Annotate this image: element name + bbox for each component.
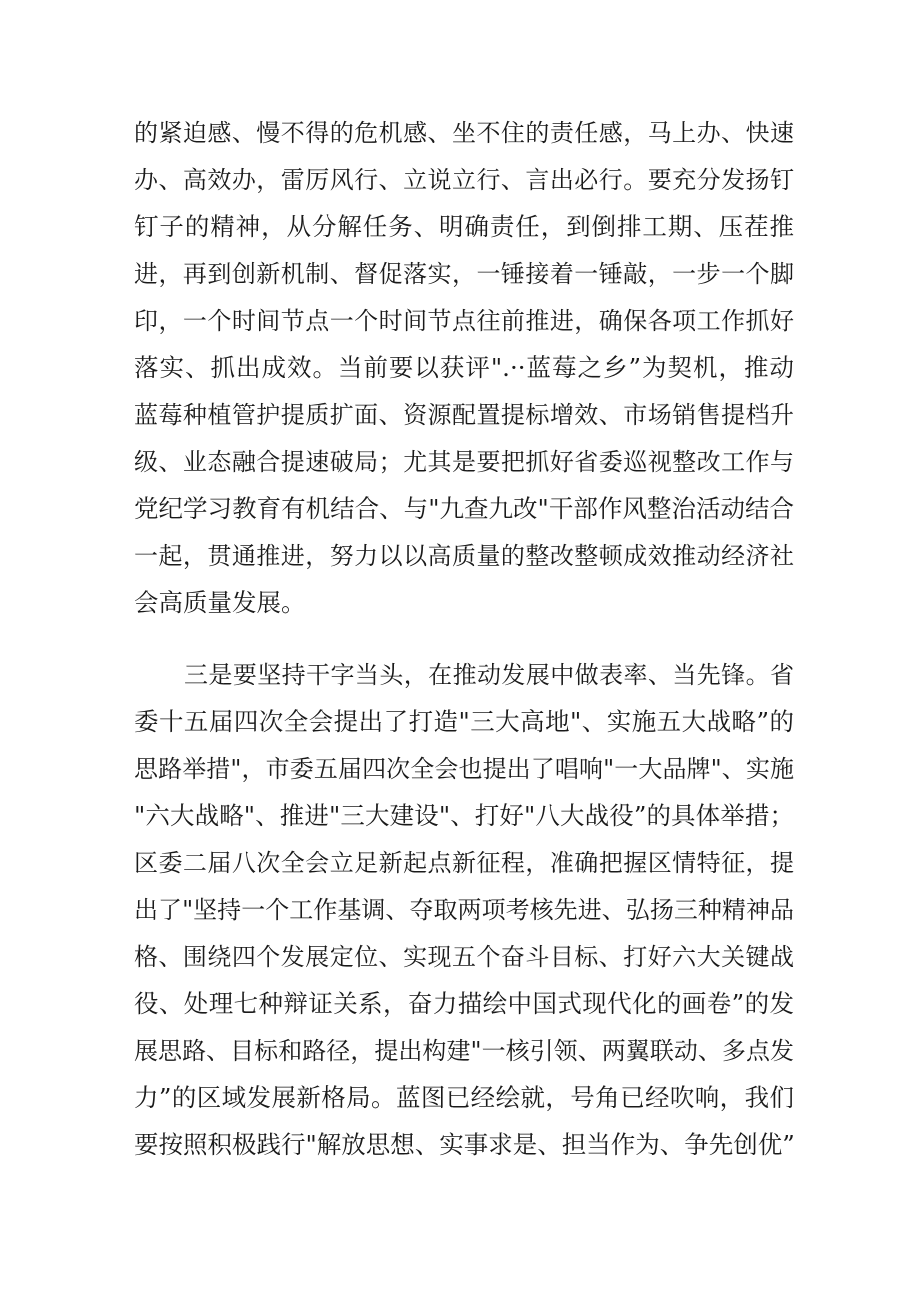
paragraph-2-line: 要按照积极践行"解放思想、实事求是、担当作为、争先创优” — [134, 1130, 795, 1159]
paragraph-1-line: 会高质量发展。 — [134, 588, 306, 617]
paragraph-1-line: 进，再到创新机制、督促落实，一锤接着一锤敲，一步一个脚 — [134, 260, 794, 288]
paragraph-1-line: 办、高效办，雷厉风行、立说立行、言出必行。要充分发扬钉 — [134, 166, 794, 194]
paragraph-2-line: 格、围绕四个发展定位、实现五个奋斗目标、打好六大关键战 — [134, 943, 794, 971]
paragraph-2-line: 展思路、目标和路径，提出构建"一核引领、两翼联动、多点发 — [134, 1037, 794, 1065]
paragraph-2-line: 区委二届八次全会立足新起点新征程，准确把握区情特征，提 — [134, 849, 794, 877]
paragraph-1-line: 的紧迫感、慢不得的危机感、坐不住的责任感，马上办、快速 — [134, 119, 794, 147]
paragraph-1-line: 党纪学习教育有机结合、与"九查九改"干部作风整治活动结合 — [134, 494, 794, 523]
paragraph-1-line: 印，一个时间节点一个时间节点往前推进，确保各项工作抓好 — [134, 307, 794, 335]
paragraph-2-line: 役、处理七种辩证关系，奋力描绘中国式现代化的画卷”的发 — [134, 989, 794, 1018]
paragraph-1-line: 落实、抓出成效。当前要以获评".··蓝莓之乡”为契机，推动 — [134, 353, 794, 382]
paragraph-1-line: 级、业态融合提速破局；尤其是要把抓好省委巡视整改工作与 — [134, 448, 794, 476]
paragraph-2-line: "六大战略"、推进"三大建设"、打好"八大战役”的具体举措； — [134, 801, 794, 830]
paragraph-1-line: 一起，贯通推进，努力以以高质量的整改整顿成效推动经济社 — [134, 542, 794, 570]
paragraph-2-line: 力”的区域发展新格局。蓝图已经绘就，号角已经吹响，我们 — [134, 1083, 794, 1112]
paragraph-2-line: 思路举措"，市委五届四次全会也提出了唱响"一大品牌"、实施 — [134, 755, 794, 783]
paragraph-1-line: 蓝莓种植管护提质扩面、资源配置提标增效、市场销售提档升 — [134, 401, 794, 429]
paragraph-2-line: 委十五届四次全会提出了打造"三大高地"、实施五大战略”的 — [134, 707, 794, 736]
paragraph-1-line: 钉子的精神，从分解任务、明确责任，到倒排工期、压茬推 — [134, 212, 794, 241]
paragraph-2-line: 出了"坚持一个工作基调、夺取两项考核先进、弘扬三种精神品 — [134, 896, 794, 924]
paragraph-2-line: 三是要坚持干字当头，在推动发展中做表率、当先锋。省 — [184, 661, 794, 689]
